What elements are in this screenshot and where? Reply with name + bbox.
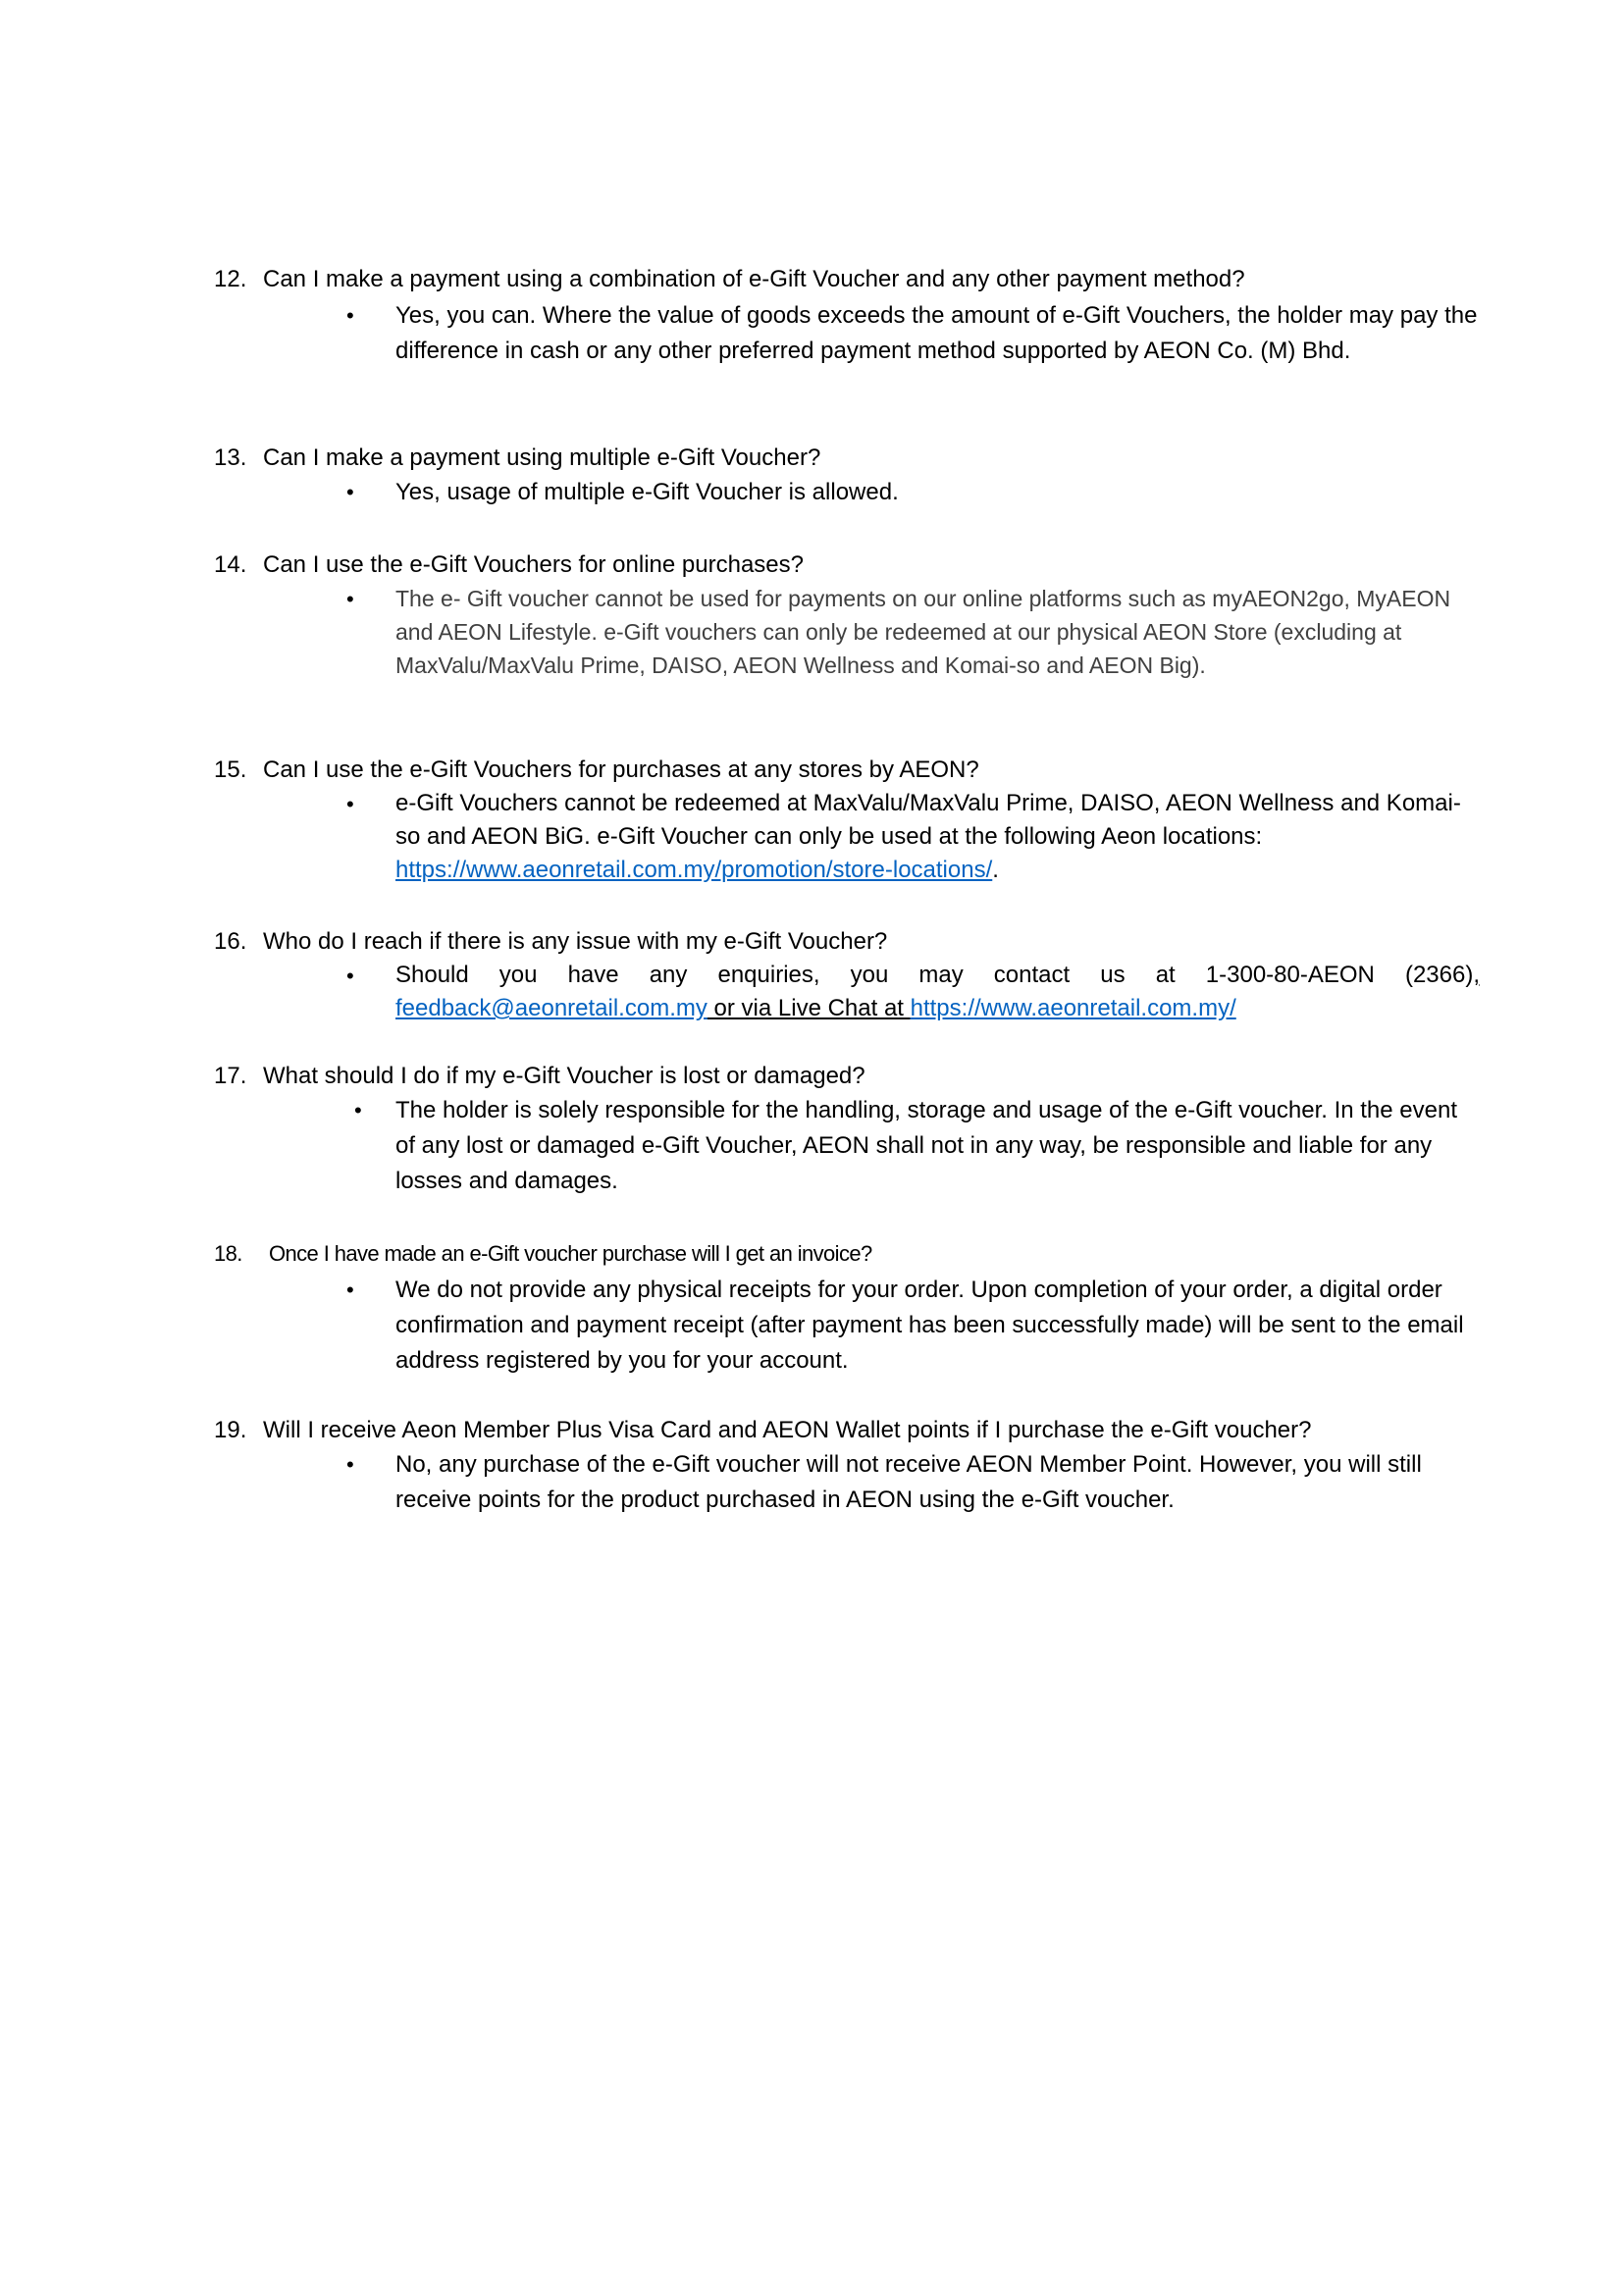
faq-question — [214, 1414, 1480, 1447]
question-number: 16. — [214, 928, 247, 955]
answer-line — [395, 959, 1480, 992]
question-number: 15. — [214, 756, 247, 783]
question-text: Will I receive Aeon Member Plus Visa Card and AEON Wallet points if I purchase the e-Gift voucher? — [263, 1417, 1312, 1443]
aeonretail-website-link[interactable]: https://www.aeonretail.com.my/ — [910, 995, 1236, 1021]
faq-item-19 — [214, 1414, 1480, 1518]
answer-line — [395, 992, 1480, 1025]
faq-answer — [214, 1093, 1480, 1199]
question-number: 18. — [214, 1241, 242, 1266]
answer-body: e-Gift Vouchers cannot be redeemed at MaxValu/MaxValu Prime, DAISO, AEON Wellness and Komai-so and AEON BiG. e-Gift Voucher can only be used at the following Aeon locations: — [395, 790, 1461, 850]
store-locations-link[interactable]: https://www.aeonretail.com.my/promotion/store-locations/ — [395, 857, 993, 883]
answer-text: We do not provide any physical receipts for your order. Upon completion of your order, a digital order confirmation and payment receipt (after payment has been successfully made) will be sent to the email address registered by you for your account. — [395, 1277, 1464, 1374]
faq-item-12 — [214, 263, 1480, 369]
faq-question — [214, 754, 1480, 787]
question-number: 14. — [214, 551, 247, 578]
answer-period: . — [992, 857, 999, 883]
question-text: Can I use the e-Gift Vouchers for purchases at any stores by AEON? — [263, 756, 979, 783]
faq-question — [214, 263, 1480, 296]
faq-answer — [214, 298, 1480, 369]
bullet-icon: • — [346, 792, 354, 816]
faq-question — [214, 925, 1480, 959]
faq-item-13 — [214, 442, 1480, 510]
answer-text: Yes, usage of multiple e-Gift Voucher is allowed. — [395, 479, 899, 505]
live-chat-text: or via Live Chat at — [707, 995, 911, 1021]
question-text: Can I make a payment using a combination of e-Gift Voucher and any other payment method? — [263, 266, 1245, 292]
faq-question — [214, 548, 1480, 582]
bullet-icon: • — [346, 964, 354, 988]
answer-text: The e- Gift voucher cannot be used for payments on our online platforms such as myAEON2go, MyAEON and AEON Lifestyle. e-Gift vouchers can only be redeemed at our physical AEON Store (excluding at MaxValu/MaxValu Prime, DAISO, AEON Wellness and Komai-so and AEON Big). — [395, 586, 1451, 678]
answer-text: No, any purchase of the e-Gift voucher will not receive AEON Member Point. However, you will still receive points for the product purchased in AEON using the e-Gift voucher. — [395, 1451, 1422, 1513]
faq-answer — [214, 1273, 1480, 1379]
faq-answer — [214, 1447, 1480, 1518]
faq-question — [214, 1060, 1480, 1093]
answer-text — [395, 959, 1480, 1025]
bullet-icon: • — [346, 587, 354, 611]
faq-answer — [214, 787, 1480, 887]
faq-question — [214, 1237, 1480, 1271]
question-text: Can I use the e-Gift Vouchers for online purchases? — [263, 551, 804, 578]
faq-item-14 — [214, 548, 1480, 682]
bullet-icon: • — [346, 303, 354, 328]
question-number: 13. — [214, 444, 247, 471]
answer-text — [395, 787, 1480, 887]
faq-answer — [214, 582, 1480, 682]
question-number: 19. — [214, 1417, 247, 1443]
question-text: What should I do if my e-Gift Voucher is lost or damaged? — [263, 1063, 865, 1089]
bullet-icon: • — [346, 1278, 354, 1302]
faq-item-15 — [214, 754, 1480, 887]
question-text: Can I make a payment using multiple e-Gift Voucher? — [263, 444, 821, 471]
answer-text: Yes, you can. Where the value of goods exceeds the amount of e-Gift Vouchers, the holder may pay the difference in cash or any other preferred payment method supported by AEON Co. (M) Bhd. — [395, 302, 1478, 364]
question-number: 17. — [214, 1063, 247, 1089]
bullet-icon: • — [346, 480, 354, 504]
question-number: 12. — [214, 266, 247, 292]
faq-item-18 — [214, 1237, 1480, 1379]
bullet-icon: • — [354, 1098, 362, 1122]
question-text: Who do I reach if there is any issue with my e-Gift Voucher? — [263, 928, 888, 955]
answer-text: The holder is solely responsible for the handling, storage and usage of the e-Gift voucher. In the event of any lost or damaged e-Gift Voucher, AEON shall not in any way, be responsible and liable for any losses and damages. — [395, 1097, 1458, 1194]
faq-item-16 — [214, 925, 1480, 1025]
faq-answer — [214, 959, 1480, 1025]
faq-answer — [214, 475, 1480, 510]
faq-item-17 — [214, 1060, 1480, 1199]
contact-comma: , — [1473, 962, 1480, 988]
question-text: Once I have made an e-Gift voucher purchase will I get an invoice? — [269, 1241, 872, 1266]
bullet-icon: • — [346, 1452, 354, 1477]
feedback-email-link[interactable]: feedback@aeonretail.com.my — [395, 995, 707, 1021]
faq-question — [214, 442, 1480, 475]
contact-text: Should you have any enquiries, you may contact us at 1-300-80-AEON (2366) — [395, 962, 1474, 988]
